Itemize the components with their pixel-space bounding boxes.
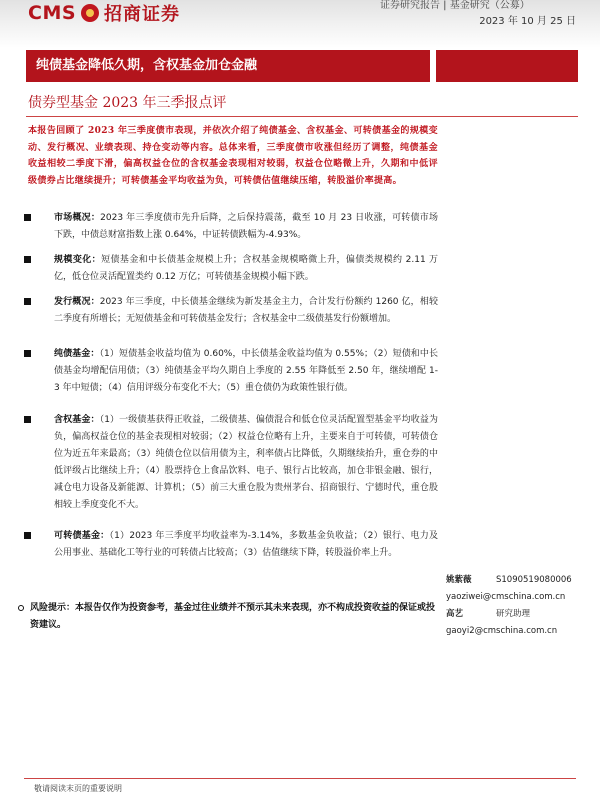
bullet-head: 市场概况： [54, 213, 101, 223]
analyst-info [446, 572, 586, 640]
bullet-pure-bond-funds [24, 346, 438, 397]
risk-warning [18, 600, 438, 634]
bullet-square-icon [24, 256, 31, 263]
bullet-head: 纯债基金： [54, 349, 100, 359]
risk-text: 本报告仅作为投资参考，基金过往业绩并不预示其未来表现，亦不构成投资收益的保证或投资建议。 [30, 603, 436, 630]
analyst-email[interactable]: yaoziwei@cmschina.com.cn [446, 592, 566, 602]
analyst-row [446, 606, 586, 623]
logo-text-cn: 招商证券 [104, 4, 181, 25]
footer-divider [24, 778, 576, 779]
bullet-text: 短债基金和中长债基金规模上升；含权基金规模略微上升，偏债类规模约 2.11 万亿，低仓位灵活配置类约 0.12 万亿；可转债基金规模小幅下跌。 [54, 255, 438, 282]
bullet-square-icon [24, 214, 31, 221]
bullet-head: 可转债基金： [54, 531, 110, 541]
bullet-text: （1）短债基金收益均值为 0.60%，中长债基金收益均值为 0.55%；（2）短债和中长债基金均增配信用债；（3）纯债基金平均久期自上季度的 2.55 年降低至 2.50 年，继续增配 1-3 年中短债；（4）信用评级分布变化不大；（5）重仓债仍为政策性银行债。 [54, 349, 438, 393]
subtitle-divider [26, 116, 578, 117]
risk-head: 风险提示： [30, 603, 76, 613]
report-type: 证券研究报告 | 基金研究（公募） [380, 0, 530, 11]
bullet-head: 规模变化： [54, 255, 102, 265]
bullet-square-icon [24, 416, 31, 423]
report-date: 2023 年 10 月 25 日 [479, 16, 576, 27]
summary-paragraph: 本报告回顾了 2023 年三季度债市表现，并依次介绍了纯债基金、含权基金、可转债基金的规模变动、发行概况、业绩表现、持仓变动等内容。总体来看，三季度债市收涨但经历了调整，纯债基金收益相较二季度下滑，偏高权益仓位的含权基金表现相对较弱，权益仓位略微上升，久期和中低评级债券占比继续提升；可转债基金平均收益为负，可转债估值继续压缩，转股溢价率提高。 [28, 126, 438, 186]
bullet-equity-bond-funds [24, 412, 438, 514]
bullet-text: 2023 年三季度，中长债基金继续为新发基金主力，合计发行份额约 1260 亿，相较二季度有所增长；无短债基金和可转债基金发行；含权基金中二级债基发行份额增加。 [54, 297, 438, 324]
bullet-head: 含权基金： [54, 415, 100, 425]
bullet-text: 2023 年三季度债市先升后降，之后保持震荡，截至 10 月 23 日收涨，可转债市场下跌，中债总财富指数上涨 0.64%，中证转债跌幅为-4.93%。 [54, 213, 438, 240]
bullet-text: （1）2023 年三季度平均收益率为-3.14%，多数基金负收益；（2）银行、电力及公用事业、基础化工等行业的可转债占比较高；（3）估值继续下降，转股溢价率上升。 [54, 531, 438, 558]
bullet-issuance [24, 294, 438, 328]
bullet-square-icon [24, 350, 31, 357]
risk-circle-icon [18, 605, 24, 611]
logo-text-en: CMS [28, 2, 77, 24]
analyst-role: 研究助理 [496, 609, 531, 619]
footer-note: 敬请阅读末页的重要说明 [34, 784, 122, 793]
bullet-scale-change [24, 252, 438, 286]
bullet-text: （1）一级债基获得正收益，二级债基、偏债混合和低仓位灵活配置型基金平均收益为负，偏高权益仓位的基金表现相对较弱；（2）权益仓位略有上升，主要来自于可转债，可转债仓位为近五年来最高；（3）纯债仓位以信用债为主，利率债占比降低，久期继续抬升，重仓券的中低评级占比继续上升；（4）股票持仓上食品饮料、电子、银行占比较高，加仓非银金融、银行，减仓电力设备及新能源、计算机；（5）前三大重仓股为贵州茅台、招商银行、宁德时代，重仓股相较上季度变化不大。 [54, 415, 438, 510]
bullet-head: 发行概况： [54, 297, 100, 307]
bullet-square-icon [24, 532, 31, 539]
analyst-name: 高艺 [446, 609, 464, 619]
logo-emblem-icon [81, 4, 99, 22]
analyst-email[interactable]: gaoyi2@cmschina.com.cn [446, 626, 558, 636]
report-subtitle: 债券型基金 2023 年三季报点评 [28, 95, 227, 111]
bullet-square-icon [24, 298, 31, 305]
analyst-name: 姚紫薇 [446, 575, 472, 585]
analyst-row [446, 572, 586, 589]
analyst-license: S1090519080006 [496, 575, 572, 585]
company-logo [28, 0, 180, 26]
bullet-convertible-bond-funds [24, 528, 438, 562]
title-banner-side [436, 50, 578, 82]
title-banner: 纯债基金降低久期，含权基金加仓金融 [26, 50, 430, 82]
bullet-market-overview [24, 210, 438, 244]
